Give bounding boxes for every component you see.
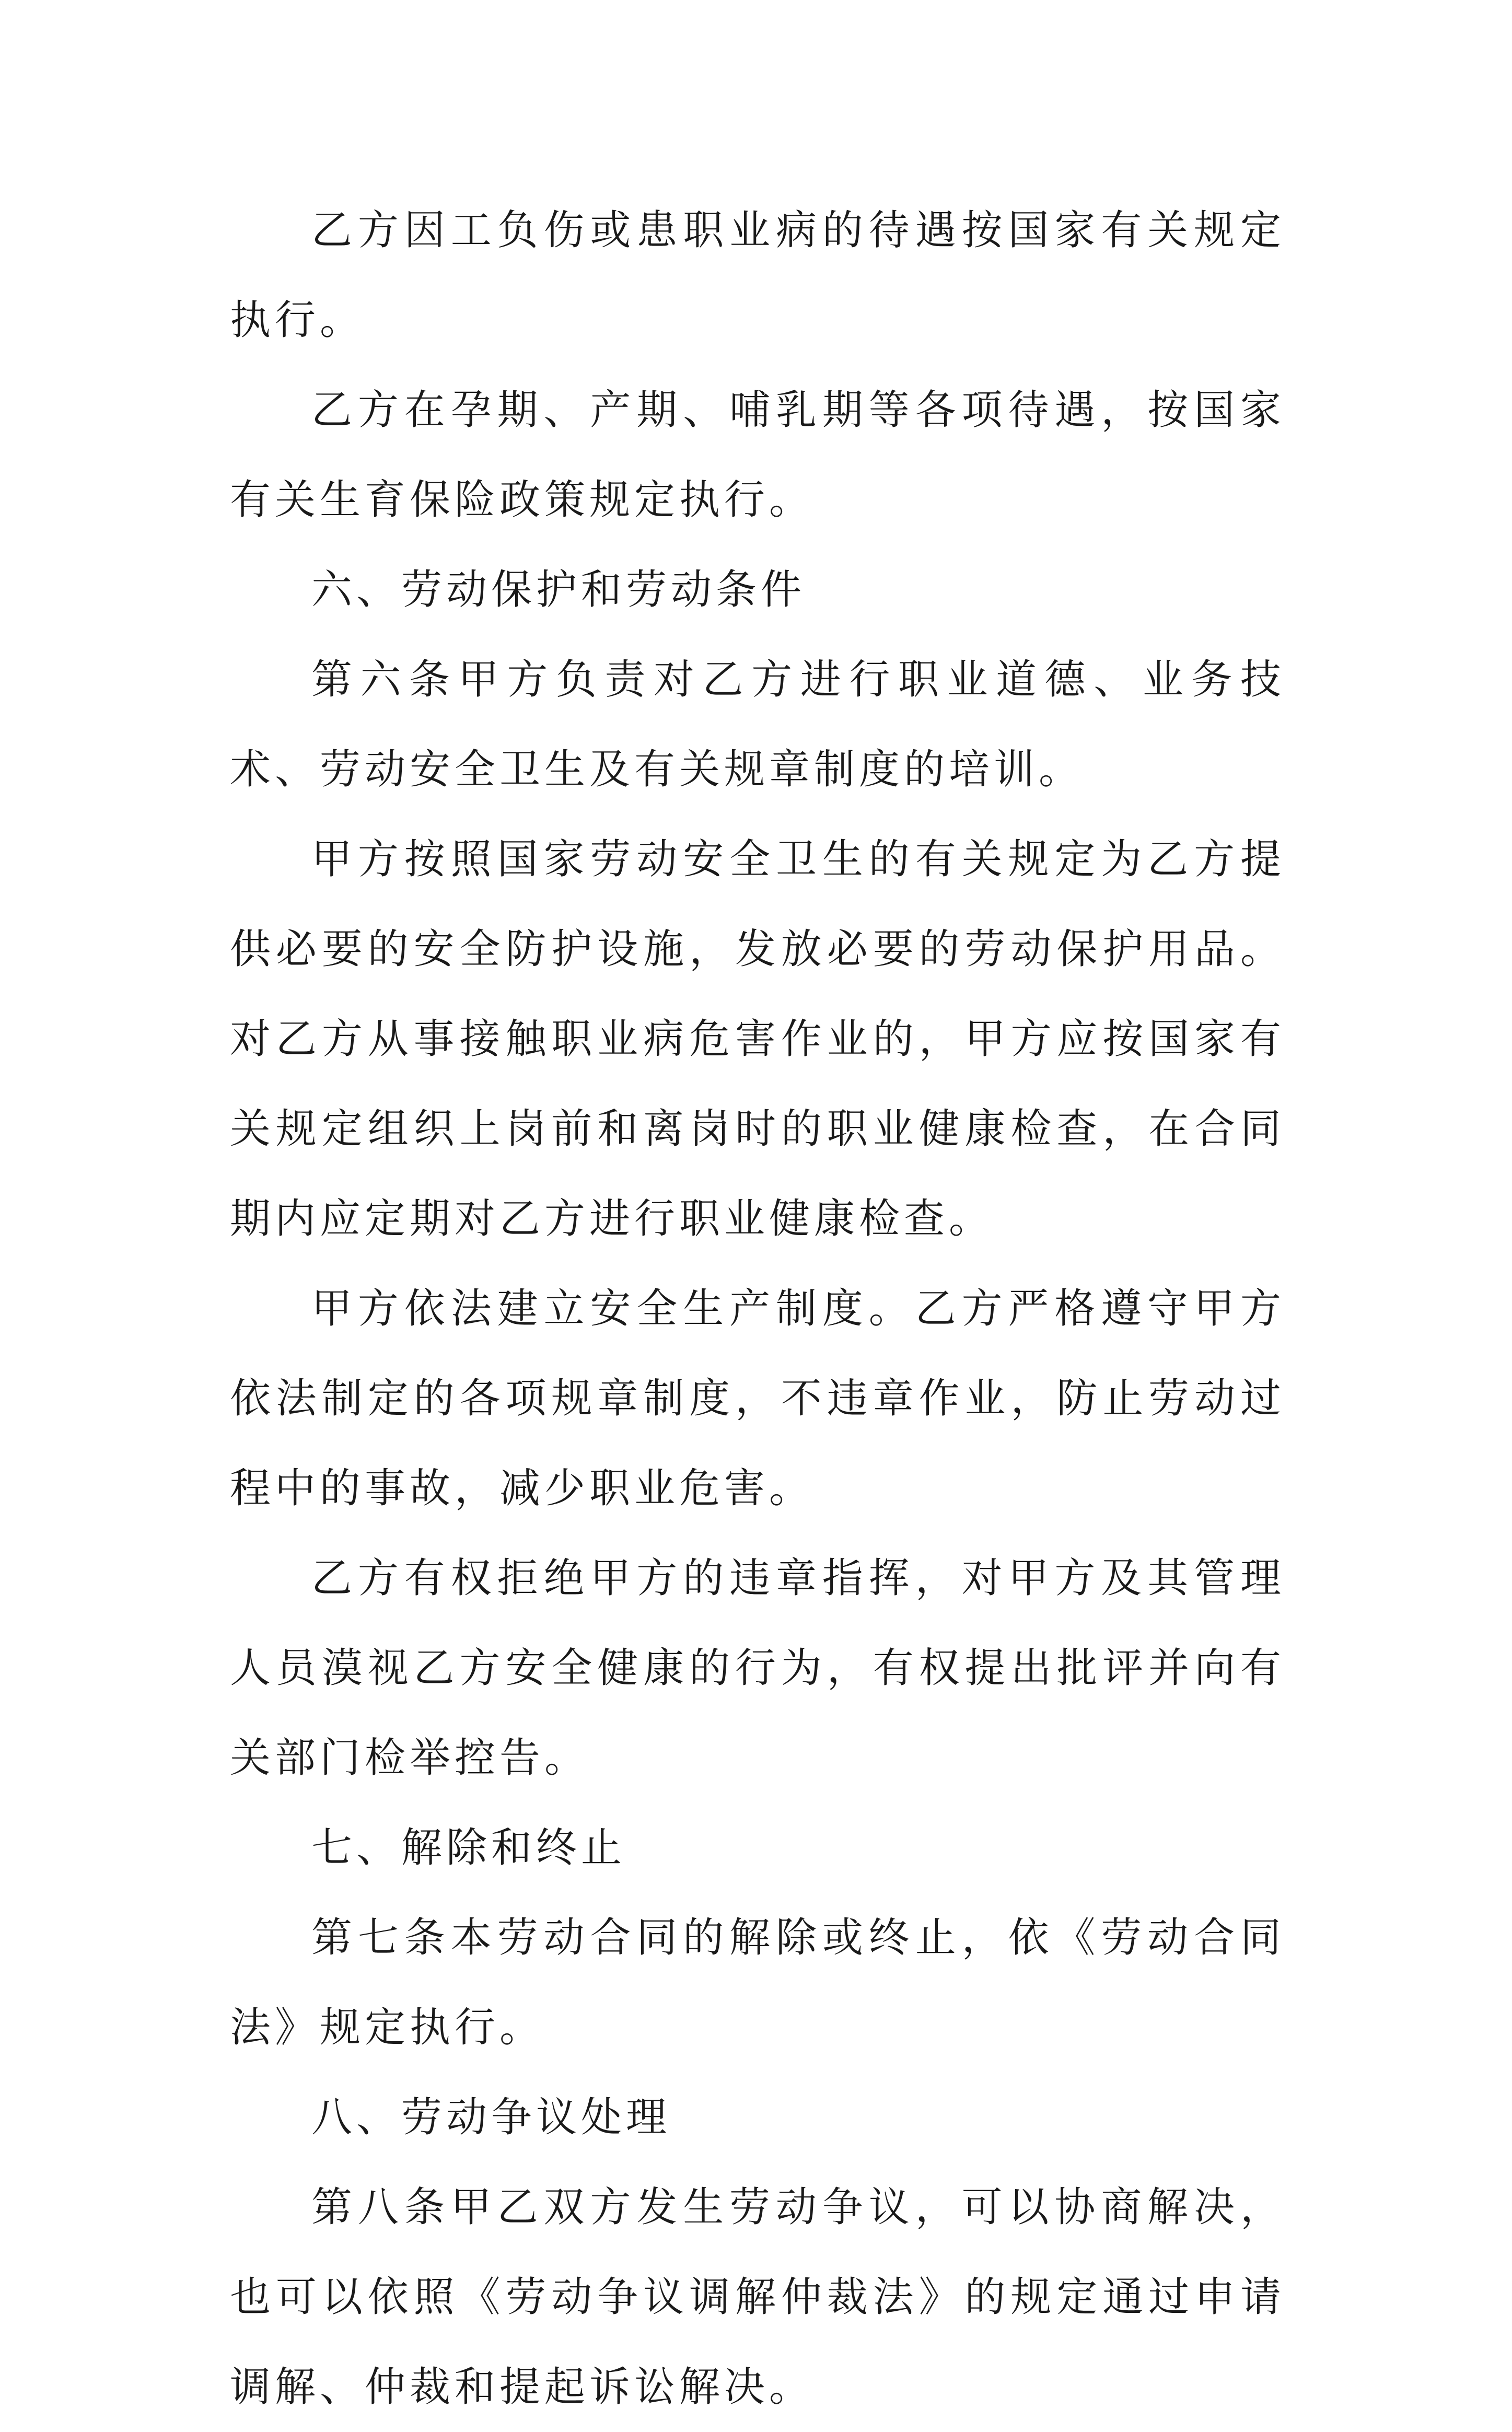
section-heading-labor-protection: 六、劳动保护和劳动条件 [311,566,806,613]
document-body [230,185,1285,2432]
paragraph-article-8-disputes: 第八条甲乙双方发生劳动争议，可以协商解决，也可以依照《劳动争议调解仲裁法》的规定通过申请调解、仲裁和提起诉讼解决。 [230,2184,1285,2411]
paragraph-article-7-termination: 第七条本劳动合同的解除或终止，依《劳动合同法》规定执行。 [230,1914,1285,2051]
paragraph-article-6-training: 第六条甲方负责对乙方进行职业道德、业务技术、劳动安全卫生及有关规章制度的培训。 [230,656,1285,793]
paragraph-safety-facilities: 甲方按照国家劳动安全卫生的有关规定为乙方提供必要的安全防护设施，发放必要的劳动保护用品。对乙方从事接触职业病危害作业的，甲方应按国家有关规定组织上岗前和离岗时的职业健康检查，在合同期内应定期对乙方进行职业健康检查。 [230,836,1285,1242]
paragraph-safety-production: 甲方依法建立安全生产制度。乙方严格遵守甲方依法制定的各项规章制度，不违章作业，防止劳动过程中的事故，减少职业危害。 [230,1285,1285,1512]
paragraph-work-injury-benefits: 乙方因工负伤或患职业病的待遇按国家有关规定执行。 [230,207,1285,344]
section-heading-dispute-resolution: 八、劳动争议处理 [311,2094,671,2141]
paragraph-maternity-benefits: 乙方在孕期、产期、哺乳期等各项待遇，按国家有关生育保险政策规定执行。 [230,387,1285,523]
section-heading-termination: 七、解除和终止 [311,1824,626,1871]
paragraph-right-to-refuse: 乙方有权拒绝甲方的违章指挥，对甲方及其管理人员漠视乙方安全健康的行为，有权提出批评并向有关部门检举控告。 [230,1555,1285,1782]
